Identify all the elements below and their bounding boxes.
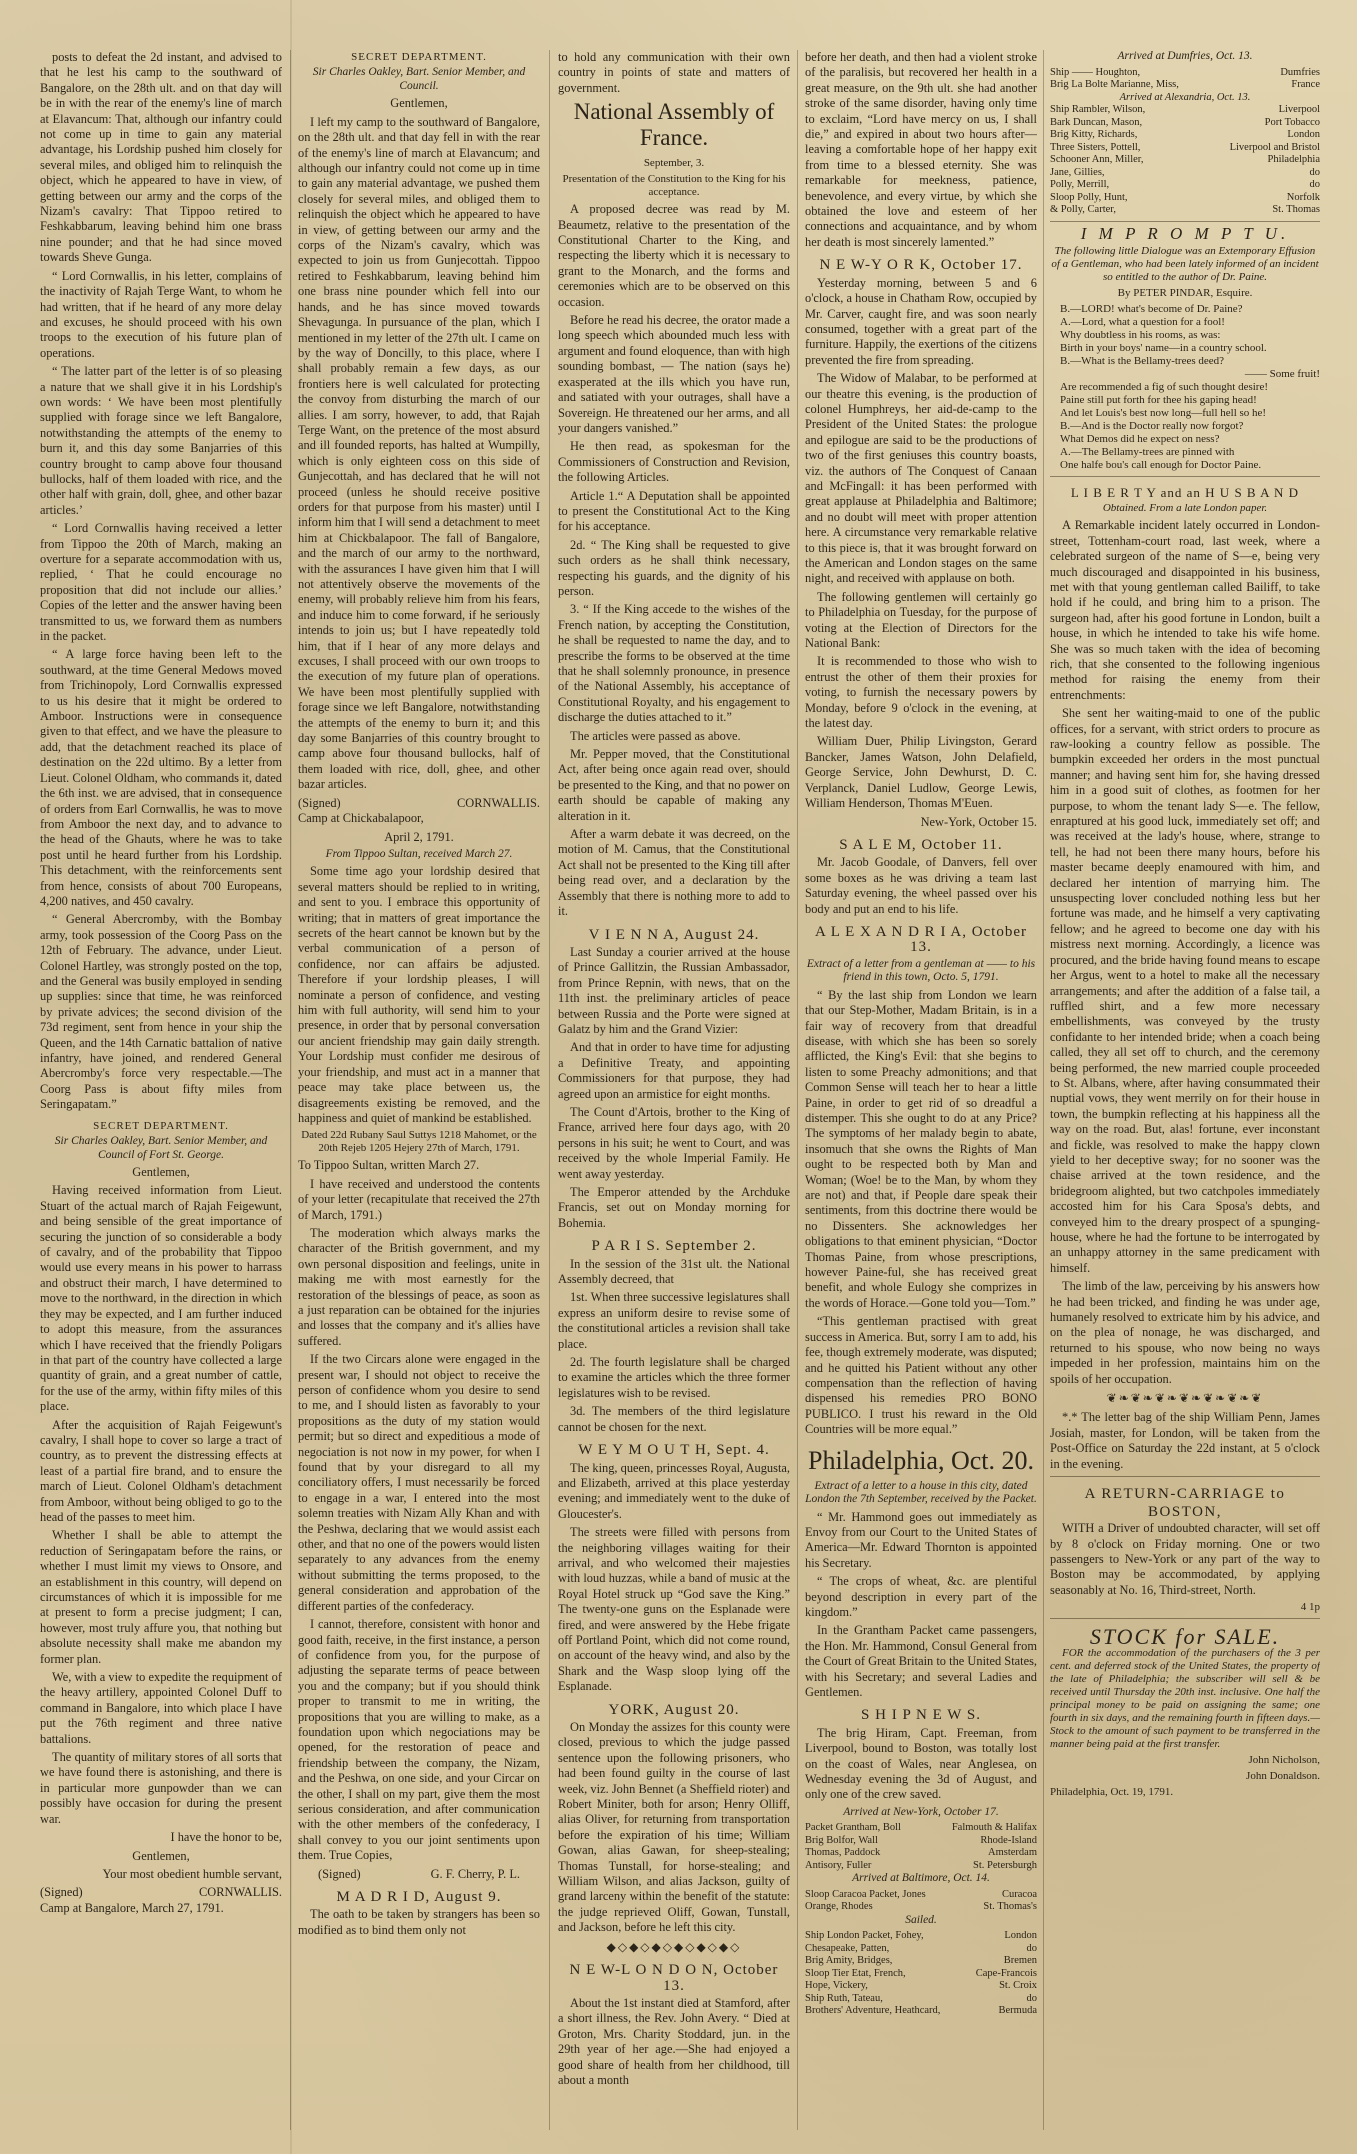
paragraph: In the Grantham Packet came passengers, the Hon. Mr. Hammond, Consul General from the Court of Great Britain to the United States, with his Secretary; and several Ladies and Gentlemen. [805,1623,1037,1699]
signed-label: (Signed) [298,795,341,810]
dateline-heading: N E W-L O N D O N, October 13. [569,1962,779,1994]
table-row [805,1930,1037,1943]
paragraph: 2d. “ The King shall be requested to give such orders as he shall think necessary, respecting his guards, and the dignity of his person. [558,537,790,598]
ship-name: Ship London Packet, Fohey, [805,1930,924,1942]
poem-intro: The following little Dialogue was an Extemporary Effusion of a Gentleman, who had been lately informed of an incident so entitled to the author of Dr. Paine. [1051,244,1319,283]
dateline: Camp at Bangalore, March 27, 1791. [40,1900,224,1915]
ship-name: Polly, Merrill, [1050,179,1110,190]
signer-name: G. F. Cherry, P. L. [430,1866,520,1881]
paragraph: Before he read his decree, the orator made a long speech which abounded much less with argument and found eloquence, than with high sounding bombast, — The nation (says he) exasperated at the ills which you have run, and satiated with your outrages, shall have a Sovereign. He threatened our her arms, and all your dangers vanished.” [558,313,790,435]
dateline-heading: P A R I S. September 2. [591,1238,757,1255]
ship-origin: Falmouth & Halifax [951,1822,1037,1834]
notice: *.* The letter bag of the ship William Penn, James Josiah, master, for London, will be taken from the Post-Office on Saturday the 22d instant, at 5 o'clock in the evening. [1050,1410,1320,1471]
paragraph: The quantity of military stores of all sorts that we have found there is astonishing, and there is in particular more gunpowder than we can possibly have occasion for during the present war. [40,1750,282,1826]
article-headline: L I B E R T Y and an H U S B A N D [1070,484,1300,500]
shipping-table [1050,67,1320,217]
signed-label: (Signed) [318,1866,361,1881]
paragraph: Mr. Jacob Goodale, of Danvers, fell over some boxes as he was driving a team last Saturday evening, the wheel passed over his body and put an end to his life. [805,855,1037,916]
ship-name: Sloop Tier Etat, French, [805,1967,906,1979]
signer-name: CORNWALLIS. [199,1885,282,1900]
paragraph: It is recommended to those who wish to entrust the other of them their proxies for voting, to furnish the necessary powers by Monday, before 9 o'clock in the evening, at the latest day. [805,654,1037,731]
ship-origin: Port Tobacco [1264,116,1320,128]
ship-name: & Polly, Carter, [1050,204,1116,215]
column-rule [549,50,550,2130]
ship-name: Antisory, Fuller [805,1859,872,1871]
poem-line: B.—And is the Doctor really now forgot? [1060,419,1244,432]
dateline-heading: S H I P N E W S. [861,1707,981,1724]
table-row [805,2005,1037,2018]
table-row [1050,204,1320,217]
signed-label: (Signed) [40,1885,83,1900]
paragraph: She sent her waiting-maid to one of the public offices, for a servant, with strict orders to procure as raw-looking a country fellow as possible. The bumpkin exceeded her orders in the most punctual manner; and having sent him for, she having dressed him in a good suit of clothes, as footmen for her purpose, to whom the tenant lady S—e. The fellow, enraptured at his good luck, immediately set off; and was received at the lady's house, where, strange to tell, he had not been there many hours, before his master became deeply enamoured with him, and declared her intention of marrying him. The unsuspecting lover concluded nothing less but her fortune was made, and he himself a very captivating fellow; and he agreed to become one day with his mistress next morning. Accordingly, a licence was procured, and the bride having found means to escape her Argus, went to a hotel to make all the necessary arrangements; and after the addition of a false tail, a ruffled shirt, and a few more necessary embellishments, was conveyed by the trusty confidante to her intended bride; when a coach being called, they all set off to church, and the ceremony being performed, the new married couple proceeded to St. Albans, where, after having consummated their nuptial vows, they went merrily on for their house in town, the bumpkin reflecting at his happiness all the way on the road. But, alas! fortune, ever inconstant and fickle, was resolved to make the happy clown yield to her deceptive sway; for no sooner was the chaise arrived at the town residence, and the bridegroom alighted, but two catchpoles immediately accosted him for his Cara Sposa's debts, and conveyed him to the dreary prospect of a spunging-house, where he had the fortune to be interrogated by an unhappy attorney in the same predicament with himself. [1050,706,1320,1275]
poem-title: I M P R O M P T U. [1080,223,1290,243]
paragraph: The oath to be taken by strangers has been so modified as to bind them only not [298,1907,540,1937]
ship-destination: St. Croix [999,1980,1037,1992]
paragraph: I left my camp to the southward of Bangalore, on the 28th ult. and that day fell in with the rear of the enemy's line of march at Elavancum; and although our infantry could not come up in time to gain any material advantage, we pushed them closely for several miles, and obliged them to relinquish the object which he appeared to have in view, of getting between our army and the corps of the Nizam's cavalry, which was expected to join us from Gunjecottah. Tippoo retired to Feshkabbarum, leaving behind him one brass nine pounder which fell into our hands, and he has since moved towards Shevagunga. In pursuance of the plan, which I mentioned in my letter of the 27th ult. I came on by the way of Doncilly, to this place, where I shall probably remain a few days, as our frontiers here is well calculated for protecting the convoy from disturbing the march of our allies. I am sorry, however, to add, that Rajah Terge Want, on the pretence of the most absurd and ill founded reports, has halted at Wumpilly, which is only eighteen coss on this side of Gunjecottah, and has declared that he will not proceed (unless he should receive positive orders for that purpose from his master) until I inform him that I will send a detachment to meet him at Chickbalapoor. The fall of Bangalore, and the march of our army to the northward, with the assurances I have given him that I will not attentively observe the movements of the enemy, will probably relieve him from his fears, and induce him to come forward, if he seriously intends to join us; but I have repeatedly told him, that if I hear of any more delays and excuses, I shall proceed with our own troops to the execution of my future plan of operations. We have been most plentifully supplied with forage since we left Bangalore, notwithstanding the attempts of the enemy to burn it; and this day some Banjarries of this country brought to camp above four thousand bullocks, half of them loaded with rice, doll, ghee, and other bazar articles. [298,114,540,792]
ship-name: Thomas, Paddock [805,1847,881,1859]
section-heading: SECRET DEPARTMENT. [93,1119,229,1132]
headline: Philadelphia, Oct. 20. [807,1445,1034,1475]
paragraph: 2d. The fourth legislature shall be charged to examine the articles which the three former legislatures wish to be revised. [558,1355,790,1400]
paragraph: The following gentlemen will certainly go to Philadelphia on Tuesday, for the purpose of voting at the Election of Directors for the National Bank: [805,589,1037,651]
paragraph: A proposed decree was read by M. Beaumetz, relative to the presentation of the Constitutional Charter to the King, and respecting the liberty which it is necessary to grant to the Monarch, and the forms and ceremonies which are to be observed on this occasion. [558,202,790,309]
ship-origin: do [1309,166,1320,178]
paragraph: After a warm debate it was decreed, on the motion of M. Camus, that the Constitutional Act shall not be presented to the King till after being read over, and a declaration by the Assembly that there is nothing more to add to it. [558,827,790,919]
dateline: April 2, 1791. [384,829,454,844]
section-subheading: Arrived at Baltimore, Oct. 14. [852,1872,990,1885]
ship-origin: London [1287,129,1320,140]
ship-name: Brig Kitty, Richards, [1050,129,1138,140]
dateline: Philadelphia, Oct. 19, 1791. [1050,1785,1174,1798]
poem-line: Why doubtless in his rooms, as was: [1060,328,1221,341]
paragraph: After the acquisition of Rajah Feigewunt's cavalry, I shall hope to cover so large a tract of country, as to prevent the distressing effects at least of a partial fire brand, and to ensure the march of Lieut. Colonel Oldham's detachment from Amboor, without being obliged to go to the head of the passes to meet him. [40,1417,282,1524]
headline: National Assembly of France. [573,99,775,151]
shipping-table [805,1822,1037,1872]
paragraph: I have received and understood the contents of your letter (recapitulate that received the 27th of March, 1791.) [298,1176,540,1222]
dated-line: Dated 22d Rubany Saul Suttys 1218 Mahomet, or the 20th Rejeb 1205 Hejery 27th of March, 1791. [301,1129,537,1155]
paragraph: The Emperor attended by the Archduke Francis, set out on Monday morning for Bohemia. [558,1185,790,1230]
table-row [1050,154,1320,167]
table-row [805,1835,1037,1848]
ship-name: Brig La Bolte Marianne, Miss, [1050,79,1179,90]
table-row [805,1968,1037,1981]
poem-line: B.—LORD! what's become of Dr. Paine? [1060,302,1243,315]
ship-origin: France [1291,79,1320,90]
dateline-heading: M A D R I D, August 9. [336,1889,502,1905]
divider [1050,221,1320,222]
paragraph: A Remarkable incident lately occurred in London-street, Tottenham-court road, last week, where a celebrated surgeon of the name of S—e, being very much discouraged and disappointed in his business, met with that young gentleman called Bailiff, to take hold if he could, and bring him to a prison. The surgeon had, after his good fortune in London, built a house, in which he intended to take his wife home. She was so much taken with the idea of becoming rich, that she consented to the following ingenious method for raising the enemy from their entrenchments: [1050,518,1320,702]
column-2 [298,50,540,2130]
poem-line: —— Some fruit! [1244,367,1320,380]
column-5 [1050,50,1320,2130]
paragraph: Article 1.“ A Deputation shall be appointed to present the Constitutional Act to the King for his acceptance. [558,488,790,534]
ship-name: Brig Bolfor, Wall [805,1834,878,1846]
ship-name: Bark Duncan, Mason, [1050,116,1143,128]
table-row [805,1860,1037,1873]
divider [1050,1476,1320,1477]
table-row [1050,92,1320,105]
signature-line [298,1867,540,1882]
salutation: Gentlemen, [132,1165,190,1180]
dateline-heading: W E Y M O U T H, Sept. 4. [578,1442,770,1459]
advert-headline: STOCK for SALE. [1089,1624,1281,1650]
ship-name: Brothers' Adventure, Heathcard, [805,2005,941,2017]
table-row [805,1889,1037,1902]
shipping-table [805,1930,1037,2018]
table-row [805,1955,1037,1968]
paragraph: The brig Hiram, Capt. Freeman, from Liverpool, bound to Boston, was totally lost on the coast of Wales, near Anglesea, on Wednesday evening the 3d of August, and only one of the crew saved. [805,1725,1037,1802]
paragraph: The streets were filled with persons from the neighboring villages waiting for their arrival, and who welcomed their majesties with loud huzzas, while a band of music at the Royal Hotel struck up “God save the King.” The twenty-one guns on the Esplanade were fired, and were answered by the Hebe frigate off Portland Point, which did not come round, on account of the heavy wind, and also by the Shark and the Wasp sloop lying off the Esplanade. [558,1525,790,1694]
section-subheading: Sir Charles Oakley, Bart. Senior Member, and Council. [312,66,526,92]
paragraph: The moderation which always marks the character of the British government, and my own personal disposition and feelings, unite in making me with most earnestly for the restoration of the blessings of peace, as soon as a just reparation can be obtained for the injuries and losses that the company and it's allies have suffered. [298,1225,540,1348]
table-row [1050,117,1320,130]
section-subheading: Obtained. From a late London paper. [1102,502,1268,515]
poem-author: By PETER PINDAR, Esquire. [1117,286,1253,299]
ship-origin: Curacoa [1002,1888,1037,1900]
paragraph: The Widow of Malabar, to be performed at our theatre this evening, is the production of colonel Humphreys, her aid-de-camp to the President of the United States: the prologue and epilogue are said to be the productions of two of the first geniuses this country boasts, viz. the authors of The Conquest of Canaan and McFingall: it has been performed with great applause at Philadelphia and Baltimore; and no doubt will meet with proper attention here. A circumstance very remarkable relative to this piece is, that it was brought forward on the American and London stages on the same night, and received with applause on both. [805,371,1037,586]
ship-origin: Dumfries [1280,66,1320,78]
paragraph: Last Sunday a courier arrived at the house of Prince Gallitzin, the Russian Ambassador, from Prince Repnin, with news, that on the 11th inst. the preliminary articles of peace between Russia and the Porte were signed at Galatz by him and the Grand Vizier: [558,944,790,1036]
paragraph: Having received information from Lieut. Stuart of the actual march of Rajah Feigewunt, and being sensible of the great importance of securing the junction of so considerable a body of cavalry, and of the probability that Tippoo would use every means in his power to harrass and obstruct their march, I have determined to move to the northward, in the direction in which they may be expected, and I am further induced to adopt this measure, from the assurances which I have received that the friendly Poligars in that part of the country have collected a large quantity of grain, and a great number of cattle, for the use of the army, within fifty miles of this place. [40,1183,282,1414]
column-rule [290,50,291,2130]
ship-name: Sloop Caracoa Packet, Jones [805,1888,926,1900]
section-subheading: From Tippoo Sultan, received March 27. [325,847,513,860]
paragraph: The king, queen, princesses Royal, Augusta, and Elizabeth, arrived at this place yesterday evening; and immediately went to the duke of Gloucester's. [558,1460,790,1521]
paragraph: We, with a view to expedite the requipment of the heavy artillery, appointed Colonel Duff to command in Bangalore, into which place I have put the 76th regiment and three native battalions. [40,1670,282,1746]
ship-destination: Bermuda [998,2005,1037,2017]
poem-line: Birth in your boys' name—in a country school. [1060,341,1267,354]
column-rule [797,50,798,2130]
advert-mark: 4 1p [1300,1601,1320,1614]
paragraph: The Count d'Artois, brother to the King of France, arrived here four days ago, with 20 persons in his suit; he went to Court, and was received by the whole Imperial Family. He went away yesterday. [558,1104,790,1181]
table-row [805,1847,1037,1860]
dateline-heading: A L E X A N D R I A, October 13. [814,923,1027,956]
ship-origin: Norfolk [1286,191,1320,203]
ship-name: Jane, Gillies, [1050,166,1105,178]
paragraph: “ General Abercromby, with the Bombay army, took possession of the Coorg Pass on the 12th of February. The advance, under Lieut. Colonel Hartley, was strongly posted on the top, and the General was busily employed in sending up supplies: since that time, he was reinforced by private advices; the second division of the 73d regiment, sent from hence in your ship the Queen, and the 14th Carnatic battalion of native infantry, have joined, and rendered General Abercromby's force very respectable.—The Coorg Pass is about fifty miles from Seringapatam.” [40,912,282,1112]
paragraph: “ A large force having been left to the southward, at the time General Medows moved from Trichinopoly, Lord Cornwallis expressed to us his desire that it might be ordered to Amboor. Instructions were in consequence given to that effect, and we have the pleasure to add, that the detachment reached its place of destination on the 22d ultimo. By a letter from Lieut. Colonel Oldham, who commands it, dated the 6th inst. we are advised, that in consequence of orders from Earl Cornwallis, he was to move from Amboor the next day, and to advance to the head of the Ghauts, where he was to take post until he heard further from his Lordship. This detachment, with the reinforcements sent from hence, consists of about 700 Europeans, 4,200 natives, and 450 cavalry. [40,647,282,908]
paragraph: And that in order to have time for adjusting a Definitive Treaty, and appointing Commissioners for that purpose, they had agreed upon an armistice for eight months. [558,1040,790,1101]
table-row [1050,129,1320,142]
ship-origin: St. Thomas [1272,204,1320,215]
paragraph: posts to defeat the 2d instant, and advised to that he lest his camp to the southward of Bangalore, on the 28th ult. and on that day will be in with the rear of the enemy's line of march at Elavancum: That, although our infantry could not come up in time to gain any material advantage, his Lordship pushed him closely for several miles, and obliged him to relinquish the object, which he appeared to have in view, of getting between our army and the corps of the Nizam's cavalry: That Tippoo retired to Feshkabbarum, leaving behind him one brass nine pounder; and that he had since moved towards Sheve Gunga. [40,50,282,265]
paragraph: About the 1st instant died at Stamford, after a short illness, the Rev. John Avery. “ Died at Groton, Mrs. Charity Stoddard, jun. in the 29th year of her age.—She had enjoyed a good share of health from her childhood, till about a month [558,1995,790,2087]
poem-line: What Demos did he expect on ness? [1060,432,1220,445]
ship-origin: Philadelphia [1267,154,1320,165]
paragraph: I cannot, therefore, consistent with honor and good faith, receive, in the first instance, a person of confidence from you, for the purpose of adjusting the separate terms of peace between you and the company; but if you should think proper to transmit to me in writing, the propositions that you are willing to make, as a foundation upon which negociations may be opened, for the restoration of peace and friendship between the company, the Nizam, and the Peshwa, on one side, and your Circar on the other, I shall on my part, give them the most serious consideration, and after communication with the other members of the confederacy, I shall convey to you our joint sentiments upon them. True Copies, [298,1617,540,1863]
paragraph: before her death, and then had a violent stroke of the paralisis, but recovered her health in a great measure, on the 9th ult. she had another stroke of the same disorder, having only time to exclaim, “Lord have mercy on us, I shall die,” and expired in about two hours after—leaving a comfortable hope of her happy exit from time to a blessed eternity. She was remarkable for meekness, patience, benevolence, and every virtue, by which she obtained the love and esteem of her connections and acquaintance, and by whom her death is most sincerely lamented.” [805,50,1037,249]
closing: Your most obedient humble servant, [102,1866,282,1881]
ship-name: Packet Grantham, Boll [805,1822,901,1834]
paragraph: Some time ago your lordship desired that several matters should be replied to in writing, and sent to you. I embrace this opportunity of writing; that in matters of great importance the secrets of the heart cannot be known but by the verbal communication of a person of confidence, nor can affairs be adjusted. Therefore if your lordship pleases, I will nominate a person of confidence, and vesting him with full authority, will send him to your presence, in order that by personal conversation our ancient friendship may gain daily strength. Your Lordship must confider me desirous of your friendship, and must act in a manner that peace may take place between us, the disagreements existing be removed, and the happiness and quiet of mankind be established. [298,864,540,1125]
column-1 [40,50,282,2130]
signer-name: CORNWALLIS. [457,795,540,810]
dateline: Camp at Chickabalapoor, [298,811,424,826]
ship-destination: do [1026,1992,1037,2004]
letter-heading: To Tippoo Sultan, written March 27. [298,1158,480,1173]
poem-line: And let Louis's best now long—full hell so he! [1060,406,1267,419]
ship-origin: Liverpool and Bristol [1229,141,1320,153]
ship-destination: Bremen [1003,1955,1037,1967]
table-row [1050,79,1320,92]
ship-name: Orange, Rhodes [805,1901,873,1913]
ship-origin: do [1309,179,1320,190]
ship-name: Schooner Ann, Miller, [1050,154,1144,165]
ship-origin: Rhode-Island [980,1834,1037,1846]
poem-line: B.—What is the Bellamy-trees deed? [1060,354,1225,367]
paragraph: Whether I shall be able to attempt the reduction of Seringapatam before the rains, or whether I must limit my views to Onsore, and an establishment in this country, will depend on circumstances of which it is impossible for me at present to form a precise judgment; I can, however, most truly affure you, that nothing but absolute necessity shall make me abandon my former plan. [40,1528,282,1666]
section-subheading: Sailed. [905,1913,937,1926]
ship-origin: Amsterdam [988,1847,1037,1859]
paragraph: If the two Circars alone were engaged in the present war, I should not object to receive the person of confidence whom you desire to send to me, and I should listen as favorably to your propositions as the duty of my station would permit; but so direct and expeditious a mode of negociation is not now in my power, for when I found that by your disregard to all my conciliatory offers, I must necessarily be forced to engage in a war, I entered into the most solemn treaties with Nizam Ally Khan and with the Peshwa, declaring that we would assist each other, and that no one of the powers would listen separately to any advances from the enemy without submitting the terms proposed, to the general consideration and approbation of the different parties of the confederacy. [298,1352,540,1613]
ship-destination: London [1004,1930,1037,1942]
divider [1050,476,1320,477]
divider [1050,1618,1320,1619]
table-row [1050,167,1320,180]
dateline: September, 3. [643,157,705,170]
poem-line: A.—The Bellamy-trees are pinned with [1060,445,1235,458]
table-row [805,1993,1037,2006]
table-row [805,1822,1037,1835]
advert-signature: John Nicholson, [1248,1753,1320,1766]
ship-name: Ship Rambler, Wilson, [1050,104,1146,115]
section-subheading: Sir Charles Oakley, Bart. Senior Member, and Council of Fort St. George. [54,1135,268,1161]
section-subheading: Extract of a letter to a house in this city, dated London the 7th September, received by the Packet. [805,1479,1037,1506]
dateline: New-York, October 15. [920,814,1037,829]
ornament-divider: ◆◇◆◇◆◇◆◇◆◇◆◇ [606,1939,742,1954]
ship-name: Ship —— Houghton, [1050,66,1141,78]
paragraph: “ By the last ship from London we learn that our Step-Mother, Madam Britain, is in a fair way of recovery from that dreadful disease, with which she has been so sorely afflicted, the King's Evil: that she begins to listen to some Preachy admonitions; and that Common Sense will teach her to hear a little Paine, in order to get rid of so dreadful a distemper. This she ought to do at any Price? The symptoms of her malady begin to abate, insomuch that she owns the Rights of Man ought to be respected both by Man and Woman; (Woe! be to the Man, by whom they are not) and that, if People dare speak their sentiments, from this doctrine there would be no Dissenters. She acknowledges her obligations to that eminent physician, “Doctor Thomas Paine, from whose prescriptions, however Paine-ful, she has received great benefit, and whole Eulogy she comprizes in the words of Horace.—Gone told you—Tom.” [805,987,1037,1310]
ship-origin: St. Petersburgh [973,1859,1037,1871]
table-row [805,1980,1037,1993]
section-heading: SECRET DEPARTMENT. [351,51,487,63]
table-row [805,1943,1037,1956]
table-row [1050,67,1320,80]
table-row [1050,192,1320,205]
paragraph: “ Mr. Hammond goes out immediately as Envoy from our Court to the United States of America—Mr. Edward Thornton is appointed his Secretary. [805,1509,1037,1570]
paragraph: 3d. The members of the third legislature cannot be chosen for the next. [558,1404,790,1434]
ship-name: Hope, Vickery, [805,1980,868,1992]
table-row [1050,179,1320,192]
section-subheading: Arrived at New-York, October 17. [843,1805,999,1818]
ship-name: Chesapeake, Patten, [805,1942,890,1954]
paragraph: “ Lord Cornwallis having received a letter from Tippoo the 20th of March, making an overture for a separate accommodation with us, replied, ‘ That he could encourage no proposition that did not include our allies.’ Copies of the letter and the answer having been transmitted to us, we forward them as numbers in the packet. [40,521,282,644]
poem-lines [1050,303,1320,472]
dateline-heading: N E W-Y O R K, October 17. [819,257,1023,274]
column-rule [1043,50,1044,2130]
poem-line: One halfe bou's call enough for Doctor Paine. [1060,458,1262,471]
dateline-heading: S A L E M, October 11. [839,836,1003,853]
ship-name: Brig Amity, Bridges, [805,1955,893,1967]
paragraph: The articles were passed as above. [570,728,741,743]
paragraph: William Duer, Philip Livingston, Gerard Bancker, James Watson, John Delafield, George Service, John Dewhurst, D. C. Verplanck, Daniel Ludlow, George Lewis, William Henderson, Thomas M'Euen. [805,734,1037,811]
table-row [1050,104,1320,117]
paragraph: Mr. Pepper moved, that the Constitutional Act, after being once again read over, should be presented to the King, and that no power on earth should be capable of making any alteration in it. [558,747,790,823]
dateline-heading: YORK, August 20. [608,1701,740,1718]
paragraph: 1st. When three successive legislatures shall express an uniform desire to revise some of the constitutional articles a revision shall take place. [558,1290,790,1351]
column-4 [805,50,1037,2130]
paragraph: “ The latter part of the letter is of so pleasing a nature that we shall give it in his Lordship's own words: ‘ We have been most plentifully supplied with forage since we left Bangalore, notwithstanding the attempts of the enemy to burn it, and this day some Banjarries of this country brought to camp above four thousand bullocks, half of them loaded with rice, and the other half with grain, doll, ghee, and other bazar articles.’ [40,364,282,517]
ship-name: Ship Ruth, Tateau, [805,1992,883,2004]
poem-line: Are recommended a fig of such thought desire! [1060,380,1269,393]
paragraph: “ The crops of wheat, &c. are plentiful beyond description in every part of the kingdom.” [805,1574,1037,1619]
table-row [805,1901,1037,1914]
advert-headline: A RETURN-CARRIAGE to BOSTON, [1084,1486,1286,1521]
signature-line [40,1885,282,1900]
ornament-divider: ❦❧❦❧❦❧❦❧❦❧❦❧❦ [1106,1391,1264,1406]
ship-name: Three Sisters, Pottell, [1050,141,1141,153]
paragraph: “This gentleman practised with great success in America. But, sorry I am to add, his fee, though extremely moderate, was disputed; and he quitted his Patient without any other compensation than the reflection of having dispensed his remedies PRO BONO PUBLICO. I trust his reward in the Old Countries will be more equal.” [805,1314,1037,1437]
paragraph: He then read, as spokesman for the Commissioners of Construction and Revision, the following Articles. [558,439,790,485]
advert-body: FOR the accommodation of the purchasers of the 3 per cent. and deferred stock of the United States, the property of the late of Philadelphia; the subscriber will sell & be received until Thursday the 20th inst. inclusive. One half the principal money to be paid on assigning the same; one fourth in six days, and the remaining fourth in fifteen days.—Stock to the amount of such payment to be transferred in the manner being paid at the first transfer. [1050,1646,1320,1750]
closing: Gentlemen, [132,1848,190,1863]
ship-section: Arrived at Alexandria, Oct. 13. [1119,91,1251,103]
section-subheading: Presentation of the Constitution to the King for his acceptance. [562,173,786,199]
section-subheading: Arrived at Dumfries, Oct. 13. [1117,50,1253,62]
column-3 [558,50,790,2130]
shipping-table [805,1889,1037,1914]
paragraph: The limb of the law, perceiving by his answers how he had been tricked, and finding he was under age, humanely resolved to extricate him by his advice, and on the plea of nonage, he was discharged, and returned to his spouse, who now being no ways impeded in her profession, maintains him on the spoils of her occupation. [1050,1279,1320,1386]
ship-destination: Cape-Francois [975,1967,1037,1979]
ship-name: Sloop Polly, Hunt, [1050,191,1128,203]
ship-origin: Liverpool [1278,104,1320,115]
salutation: Gentlemen, [390,96,448,111]
signature-line [298,796,540,811]
ship-destination: do [1026,1942,1037,1954]
closing: I have the honor to be, [170,1830,282,1845]
paragraph: Yesterday morning, between 5 and 6 o'clock, a house in Chatham Row, occupied by Mr. Carver, caught fire, and was soon nearly consumed, together with a great part of the furniture. Happily, the exertions of the citizens prevented the fire from spreading. [805,275,1037,367]
paragraph: In the session of the 31st ult. the National Assembly decreed, that [558,1256,790,1287]
ship-origin: St. Thomas's [983,1901,1037,1913]
section-subheading: Extract of a letter from a gentleman at —— to his friend in this town, Octo. 5, 1791. [806,957,1036,984]
poem-line: A.—Lord, what a question for a fool! [1060,315,1225,328]
paragraph: On Monday the assizes for this county were closed, previous to which the judge passed sentence upon the following prisoners, who had been found guilty in the course of last week, viz. John Bennet (a Sheffield rioter) and Robert Miniter, both for arson; Henry Olliff, alias Oliver, for returning from transportation before the expiration of his time; William Gowan, alias Gawan, for sheep-stealing; Thomas Tunstall, for horse-stealing; and William Wilson, and alias Jackson, guilty of grand larceny within the benefit of the statute: the judge reprieved Oliff, Gowan, Tunstall, and Jackson, before he left this city. [558,1720,790,1935]
poem-line: Paine still put forth for thee his gaping head! [1060,393,1257,406]
paragraph: “ Lord Cornwallis, in his letter, complains of the inactivity of Rajah Terge Want, to whom he had written, that if he heard of any more delay and excuses, he should proceed with his own troops to the execution of his future plan of operations. [40,268,282,360]
advert-signature: John Donaldson. [1246,1769,1320,1782]
dateline-heading: V I E N N A, August 24. [588,926,760,943]
table-row [1050,142,1320,155]
paragraph: 3. “ If the King accede to the wishes of the French nation, by accepting the Constitution, he shall be requested to name the day, and to prescribe the forms to be observed at the time that he shall solemnly pronounce, in presence of the National Assembly, his acceptance of Constitutional Royalty, and his engagement to discharge the duties attached to it.” [558,602,790,725]
paragraph: to hold any communication with their own country in points of state and matters of government. [558,50,790,95]
advert-body: WITH a Driver of undoubted character, will set off by 8 o'clock on Friday morning. One or two passengers to New-York or any part of the way to Boston may be accommodated, by applying seasonably at No. 16, Third-street, North. [1050,1521,1320,1597]
